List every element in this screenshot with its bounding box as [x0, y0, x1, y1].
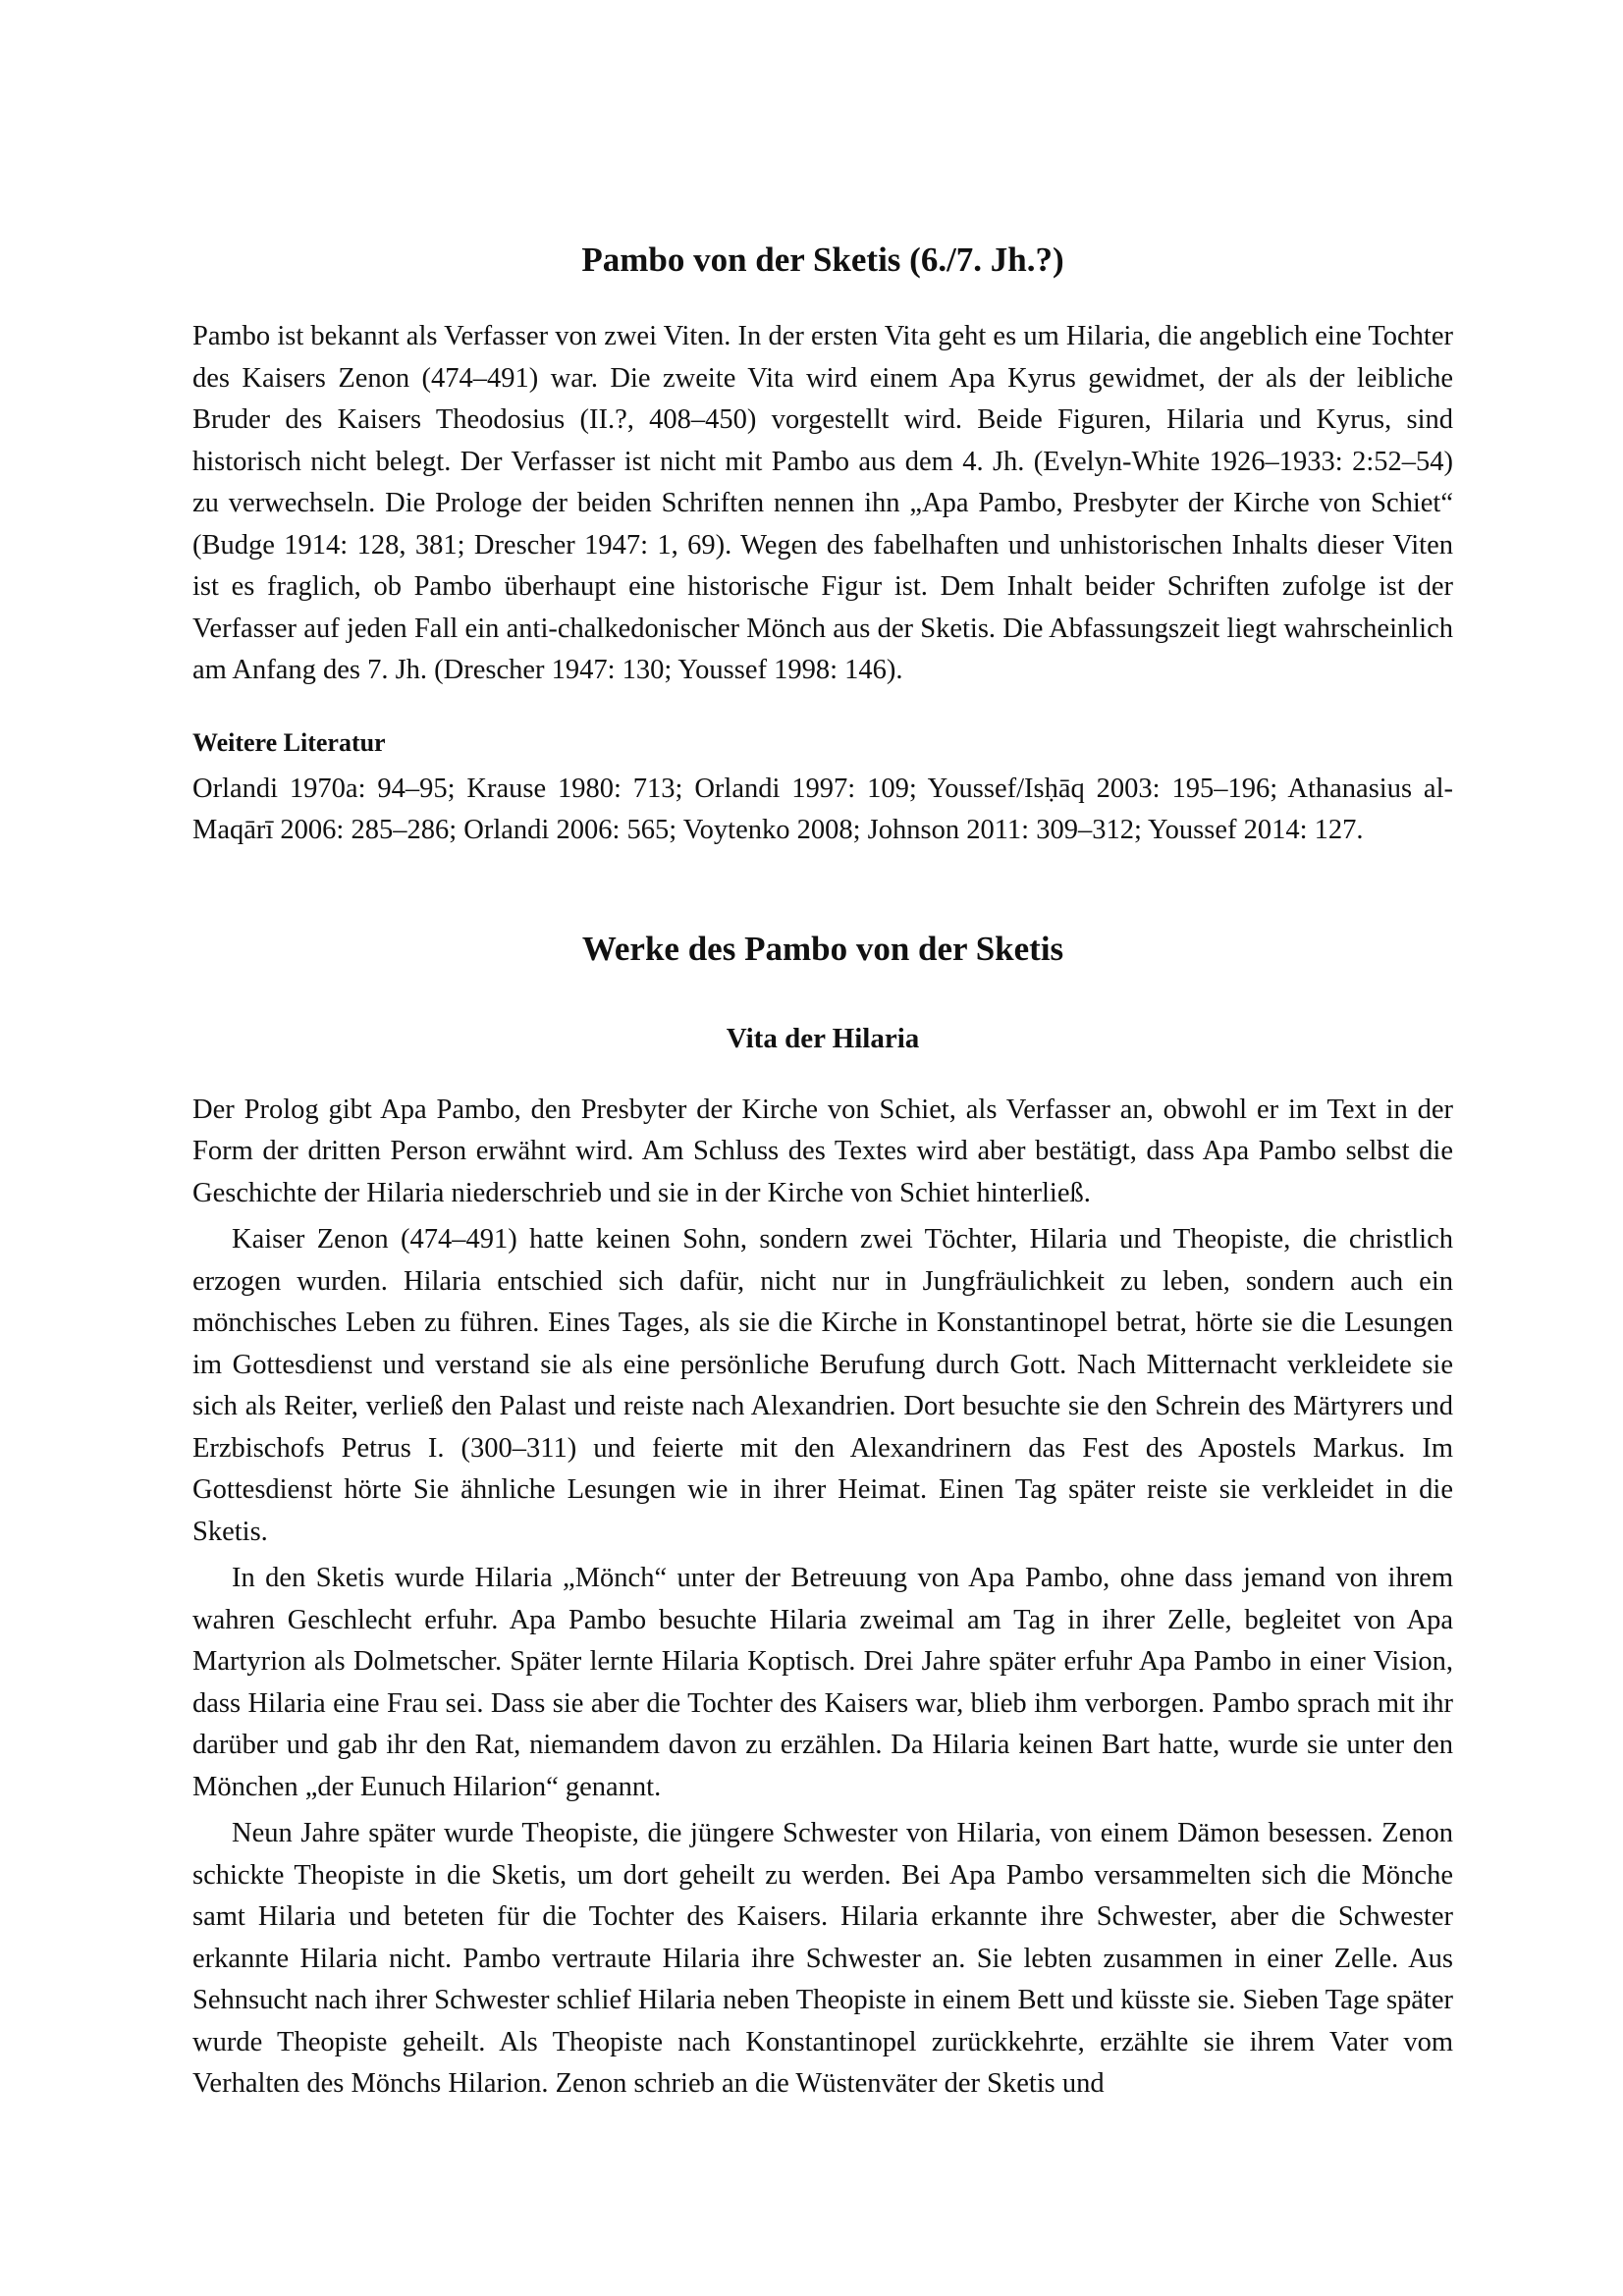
literature-text: Orlandi 1970a: 94–95; Krause 1980: 713; Orlandi 1997: 109; Youssef/Isḥāq 2003: 195–196; Athanasius al-Maqārī 2006: 285–286; Orlandi 2006: 565; Voytenko 2008; Johnson 2011: 309–312; Youssef 2014: 127.	[192, 773, 1453, 845]
intro-paragraph: Pambo ist bekannt als Verfasser von zwei Viten. In der ersten Vita geht es um Hilaria, die angeblich eine Tochter des Kaisers Zenon (474–491) war. Die zweite Vita wird einem Apa Kyrus gewidmet, der als der leibliche Bruder des Kaisers Theodosius (II.?, 408–450) vorgestellt wird. Beide Figuren, Hilaria und Kyrus, sind historisch nicht belegt. Der Verfasser ist nicht mit Pambo aus dem 4. Jh. (Evelyn-White 1926–1933: 2:52–54) zu verwechseln. Die Prologe der beiden Schriften nennen ihn „Apa Pambo, Presbyter der Kirche von Schiet“ (Budge 1914: 128, 381; Drescher 1947: 1, 69). Wegen des fabelhaften und unhistorischen Inhalts dieser Viten ist es fraglich, ob Pambo überhaupt eine historische Figur ist. Dem Inhalt beider Schriften zufolge ist der Verfasser auf jeden Fall ein anti-chalkedonischer Mönch aus der Sketis. Die Abfassungszeit liegt wahrscheinlich am Anfang des 7. Jh. (Drescher 1947: 130; Youssef 1998: 146).	[192, 321, 1453, 685]
vita-paragraph: In den Sketis wurde Hilaria „Mönch“ unter der Betreuung von Apa Pambo, ohne dass jemand von ihrem wahren Geschlecht erfuhr. Apa Pambo besuchte Hilaria zweimal am Tag in ihrer Zelle, begleitet von Apa Martyrion als Dolmetscher. Später lernte Hilaria Koptisch. Drei Jahre später erfuhr Apa Pambo in einer Vision, dass Hilaria eine Frau sei. Dass sie aber die Tochter des Kaisers war, blieb ihm verborgen. Pambo sprach mit ihr darüber und gab ihr den Rat, niemandem davon zu erzählen. Da Hilaria keinen Bart hatte, wurde sie unter den Mönchen „der Eunuch Hilarion“ genannt.	[192, 1563, 1453, 1802]
vita-heading: Vita der Hilaria	[726, 1022, 920, 1054]
page-title: Pambo von der Sketis (6./7. Jh.?)	[581, 240, 1064, 279]
vita-paragraph: Kaiser Zenon (474–491) hatte keinen Sohn, sondern zwei Töchter, Hilaria und Theopiste, die christlich erzogen wurden. Hilaria entschied sich dafür, nicht nur in Jungfräulichkeit zu leben, sondern auch ein mönchisches Leben zu führen. Eines Tages, als sie die Kirche in Konstantinopel betrat, hörte sie die Lesungen im Gottesdienst und verstand sie als eine persönliche Berufung durch Gott. Nach Mitternacht verkleidete sie sich als Reiter, verließ den Palast und reiste nach Alexandrien. Dort besuchte sie den Schrein des Märtyrers und Erzbischofs Petrus I. (300–311) und feierte mit den Alexandrinern das Fest des Apostels Markus. Im Gottesdienst hörte Sie ähnliche Lesungen wie in ihrer Heimat. Einen Tag später reiste sie verkleidet in die Sketis.	[192, 1224, 1453, 1547]
works-heading: Werke des Pambo von der Sketis	[581, 929, 1064, 968]
literature-heading: Weitere Literatur	[192, 727, 386, 757]
page-content	[192, 236, 1453, 2106]
vita-paragraph: Der Prolog gibt Apa Pambo, den Presbyter der Kirche von Schiet, als Verfasser an, obwohl er im Text in der Form der dritten Person erwähnt wird. Am Schluss des Textes wird aber bestätigt, dass Apa Pambo selbst die Geschichte der Hilaria niederschrieb und sie in der Kirche von Schiet hinterließ.	[192, 1094, 1453, 1208]
vita-paragraph: Neun Jahre später wurde Theopiste, die jüngere Schwester von Hilaria, von einem Dämon besessen. Zenon schickte Theopiste in die Sketis, um dort geheilt zu werden. Bei Apa Pambo versammelten sich die Mönche samt Hilaria und beteten für die Tochter des Kaisers. Hilaria erkannte ihre Schwester, aber die Schwester erkannte Hilaria nicht. Pambo vertraute Hilaria ihre Schwester an. Sie lebten zusammen in einer Zelle. Aus Sehnsucht nach ihrer Schwester schlief Hilaria neben Theopiste in einem Bett und küsste sie. Sieben Tage später wurde Theopiste geheilt. Als Theopiste nach Konstantinopel zurückkehrte, erzählte sie ihrem Vater vom Verhalten des Mönchs Hilarion. Zenon schrieb an die Wüstenväter der Sketis und	[192, 1818, 1453, 2099]
